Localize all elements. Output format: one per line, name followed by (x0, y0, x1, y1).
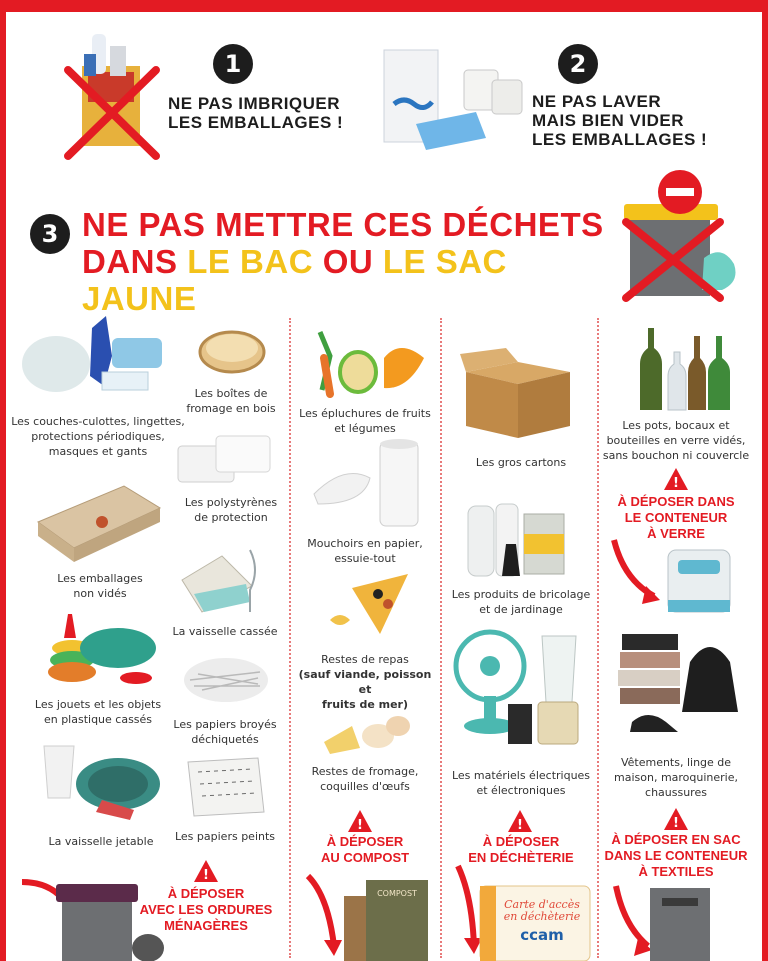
item-restes-repas-label: Restes de repas (sauf viande, poisson et fruits de mer) (298, 653, 432, 711)
broken-dishes-illustration (176, 540, 276, 616)
compost-action: À DÉPOSER AU COMPOST (320, 834, 410, 865)
item-vaisselle-cassee-label: La vaisselle cassée (172, 625, 278, 638)
item-polystyrenes-label: Les polystyrènes de protection (184, 496, 278, 524)
tissues-paper-towel-illustration (308, 438, 426, 528)
warning-icon (346, 808, 374, 834)
item-couches-label: Les couches-culottes, lingettes, protections périodiques, masques et gants (11, 415, 185, 458)
warning-icon (662, 466, 690, 492)
polystyrene-illustration (172, 428, 276, 488)
svg-text:!: ! (517, 818, 523, 833)
right-red-border (762, 0, 768, 961)
svg-text:COMPOST: COMPOST (377, 889, 417, 898)
rule-2-text: NE PAS LAVER MAIS BIEN VIDER LES EMBALLAGES ! (532, 92, 708, 149)
item-verre-label: Les pots, bocaux et bouteilles en verre vidés, sans bouchon ni couvercle (602, 419, 750, 462)
item-textiles-label: Vêtements, linge de maison, maroquinerie, chaussures (614, 756, 738, 799)
column-separator (440, 318, 442, 958)
rule-1-text: NE PAS IMBRIQUER LES EMBALLAGES ! (168, 94, 344, 132)
pizza-box-illustration (32, 482, 164, 564)
wooden-cheese-box-illustration (194, 322, 270, 380)
decheterie-action: À DÉPOSER EN DÉCHÈTERIE (468, 834, 574, 865)
fruit-vegetable-peelings-illustration (296, 322, 434, 400)
svg-text:!: ! (203, 868, 209, 883)
diapers-masks-gloves-illustration (16, 308, 176, 400)
warning-icon (192, 858, 220, 884)
left-red-border (0, 0, 6, 961)
item-restes-fromage-label: Restes de fromage, coquilles d'œufs (311, 765, 419, 793)
access-card-illustration (454, 862, 594, 961)
step-1-number: 1 (213, 44, 253, 84)
item-emballages-non-vides-label: Les emballages non vidés (57, 572, 143, 600)
column-separator (289, 318, 291, 958)
top-red-bar (0, 0, 768, 12)
diy-garden-products-illustration (462, 494, 580, 580)
svg-text:!: ! (673, 816, 679, 831)
svg-text:en déchèterie: en déchèterie (503, 910, 581, 923)
meal-leftovers-illustration (322, 568, 414, 646)
clothes-shoes-bag-illustration (614, 626, 744, 746)
household-waste-bin-illustration (16, 868, 166, 961)
main-headline: NE PAS METTRE CES DÉCHETS DANS LE BAC OU LE SAC JAUNE (82, 206, 604, 317)
glass-bottles-illustration (634, 322, 740, 414)
svg-text:ccam: ccam (520, 926, 564, 944)
item-papiers-peints-label: Les papiers peints (174, 830, 276, 843)
textile-container-illustration (610, 882, 740, 961)
electrical-appliances-illustration (450, 622, 590, 756)
cheese-eggshells-illustration (318, 702, 414, 760)
item-gros-cartons-label: Les gros cartons (475, 456, 567, 469)
nested-packaging-crossed-illustration (62, 26, 162, 160)
item-boites-fromage-label: Les boîtes de fromage en bois (186, 387, 276, 415)
svg-text:!: ! (357, 818, 363, 833)
item-vaisselle-jetable-label: La vaisselle jetable (48, 835, 154, 848)
emptied-packaging-illustration (380, 44, 530, 154)
item-jouets-label: Les jouets et les objets en plastique cassés (34, 698, 162, 726)
svg-text:!: ! (673, 476, 679, 491)
item-materiels-electriques-label: Les matériels électriques et électroniques (451, 769, 591, 797)
item-epluchures-label: Les épluchures de fruits et légumes (299, 407, 431, 435)
item-produits-bricolage-label: Les produits de bricolage et de jardinage (451, 588, 591, 616)
disposable-tableware-illustration (36, 740, 164, 824)
warning-icon (506, 808, 534, 834)
verre-action: À DÉPOSER DANS LE CONTENEUR À VERRE (617, 494, 735, 541)
svg-text:Carte d'accès: Carte d'accès (504, 898, 580, 911)
shredded-paper-illustration (180, 650, 272, 704)
step-3-number: 3 (30, 214, 70, 254)
item-mouchoirs-label: Mouchoirs en papier, essuie-tout (307, 537, 423, 565)
item-papiers-broyes-label: Les papiers broyés déchiquetés (173, 718, 277, 746)
warning-icon (662, 806, 690, 832)
step-2-number: 2 (558, 44, 598, 84)
plastic-toys-illustration (38, 608, 162, 692)
ordures-action: À DÉPOSER AVEC LES ORDURES MÉNAGÈRES (139, 886, 273, 933)
glass-container-illustration (608, 536, 740, 616)
textiles-action: À DÉPOSER EN SAC DANS LE CONTENEUR À TEXTILES (604, 832, 748, 879)
yellow-bin-crossed-icon (612, 166, 742, 302)
cardboard-box-illustration (456, 342, 580, 442)
wallpaper-illustration (182, 752, 270, 820)
column-separator (597, 318, 599, 958)
composter-illustration (304, 866, 434, 961)
